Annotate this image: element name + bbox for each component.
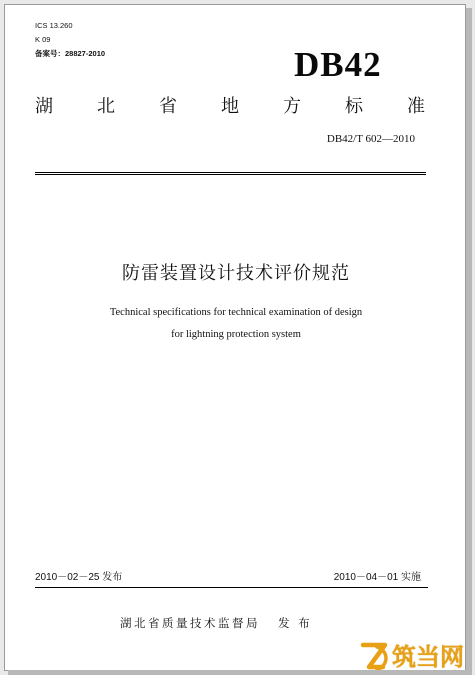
standard-type-char: 标 (345, 96, 363, 117)
ics-code: ICS 13.260 (35, 21, 73, 30)
title-english-line2: for lightning protection system (171, 329, 301, 340)
publisher-name: 湖北省质量技术监督局 (120, 616, 260, 630)
standard-type-char: 省 (159, 96, 177, 117)
standard-code: DB42 (294, 45, 382, 84)
watermark (359, 637, 464, 671)
standard-type-char: 北 (97, 96, 115, 117)
footer-rule (35, 587, 428, 588)
standard-number: DB42/T 602—2010 (326, 133, 415, 145)
standard-type-char: 湖 (35, 96, 53, 117)
standard-type-char: 方 (283, 96, 301, 117)
ccs-code: K 09 (35, 35, 51, 44)
standard-type-char: 准 (407, 96, 425, 117)
page-shadow-right (466, 8, 472, 674)
document-page (4, 4, 466, 671)
zhudang-logo-icon (359, 639, 391, 671)
watermark-text: 筑当网 (392, 643, 464, 671)
title-english-line1: Technical specifications for technical examination of design (109, 307, 363, 318)
standard-type-char: 地 (221, 96, 239, 117)
publisher (120, 616, 312, 630)
page-shadow-bottom (8, 670, 472, 675)
title-chinese: 防雷装置设计技术评价规范 (122, 263, 350, 284)
implementation-date: 2010－04－01 实施 (333, 572, 421, 583)
issue-date: 2010－02－25 发布 (35, 572, 123, 583)
header-rule-secondary (35, 174, 426, 175)
header-rule (35, 172, 426, 173)
publisher-action: 发 布 (278, 616, 313, 630)
filing-number: 备案号：28827-2010 (35, 49, 106, 58)
standard-type (35, 96, 425, 118)
